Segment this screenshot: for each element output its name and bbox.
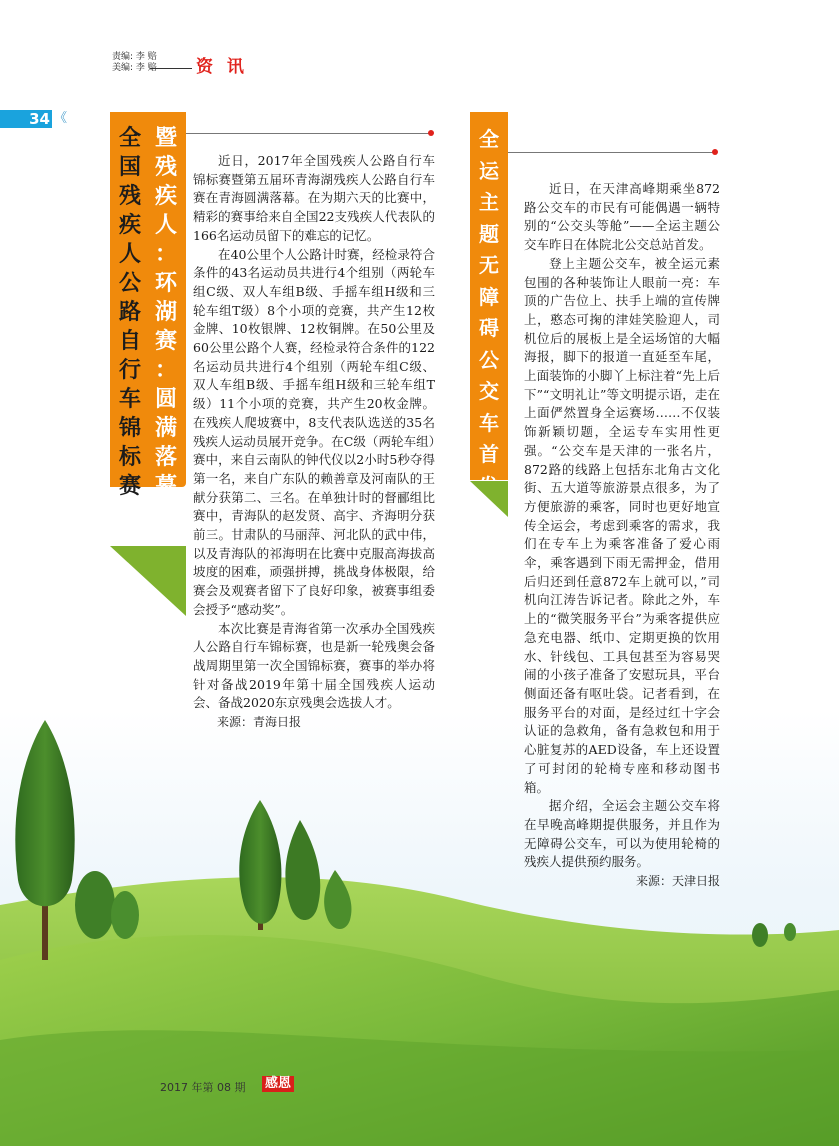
title-char: 暨 <box>154 126 177 151</box>
title-char: 发 <box>479 473 499 498</box>
page-number: 34 <box>29 110 50 128</box>
title-char: 疾 <box>154 184 177 209</box>
article2-paragraph: 近日，在天津高峰期乘坐872路公交车的市民有可能偶遇一辆特别的“公交头等舱”——全运主题公交车昨日在体院北公交总站首发。 <box>524 181 720 253</box>
article2-title-banner <box>470 112 508 498</box>
title-char: 环 <box>154 271 177 296</box>
title-char: 标 <box>118 445 141 470</box>
title-char: 锦 <box>118 416 141 441</box>
article2-green-corner <box>470 481 508 517</box>
section-title: 资 讯 <box>196 57 248 77</box>
article2-paragraph: 登上主题公交车，被全运元素包围的各种装饰让人眼前一亮：车顶的广告位上、扶手上端的宣传牌上，憨态可掬的津娃笑脸迎人，司机位后的展板上是全运场馆的大幅海报，脚下的报道一直延至车尾，上面装饰的小脚丫上标注着“先上后下”“文明礼让”等文明提示语，走在上面俨然置身全运赛场……不仅装饰新颖切题，全运专车实用性更强。“公交车是天津的一张名片，872路的线路上包括东北角古文化街、五大道等旅游景点很多，为了方便旅游的乘客，同时也更好地宣传全运会，考虑到乘客的需求，我们在专车上为乘客准备了爱心雨伞，乘客遇到下雨无需押金，借用后归还到任意872车上就可以，”司机向江涛告诉记者。除此之外，车上的“微笑服务平台”为乘客提供应急充电器、纸巾、定期更换的饮用水、针线包、工具包甚至为容易哭闹的小孩子准备了安慰玩具，平台侧面还备有呕吐袋。记者看到，在服务平台的对面，是经过红十字会认证的急救角，备有急救包和用于心脏复苏的AED设备，车上还设置了可封闭的轮椅专座和移动图书箱。 <box>524 255 720 795</box>
magazine-name: 感恩 <box>262 1076 294 1092</box>
editor-credits <box>112 52 157 74</box>
title-char: 车 <box>479 410 499 435</box>
title-char: 自 <box>118 329 141 354</box>
title-char: 车 <box>118 387 141 412</box>
title-char: 满 <box>154 416 177 441</box>
article1-paragraph: 在40公里个人公路计时赛，经检录符合条件的43名运动员共进行4个组别（两轮车组C级、双人车组B级、手摇车组H级和三轮车组T级）8个小项的竞赛，共产生12枚金牌、10枚银牌、12枚铜牌。在50公里及60公里公路个人赛，经检录符合条件的122名运动员共进行4个组别（两轮车组C级、双人车组B级、手摇车组H级和三轮车组T级）11个小项的竞赛，共产生20枚金牌。在残疾人爬坡赛中，8支代表队选送的35名残疾人运动员展开竞争。在C级（两轮车组）赛中，来自云南队的钟代仪以2小时5秒夺得第一名，来自广东队的赖善章及河南队的王献分获第二、三名。在单独计时的督郦组比赛中，青海队的赵发贤、高宇、齐海明分获前三。甘肃队的马丽萍、河北队的武中伟，以及青海队的祁海明在比赛中克服高海拔高坡度的困难，顽强拼搏，挑战身体极限，给赛会及观赛者留下了良好印象，被赛事组委会授予“感动奖”。 <box>193 246 435 617</box>
title-char: 圆 <box>154 387 177 412</box>
title-char: 幕 <box>154 474 177 499</box>
title-char: 湖 <box>154 300 177 325</box>
article2-title <box>470 124 508 502</box>
article2-rule <box>508 152 714 153</box>
title-char: 路 <box>118 300 141 325</box>
article1-body <box>193 152 435 732</box>
article1-paragraph: 本次比赛是青海省第一次承办全国残疾人公路自行车锦标赛，也是新一轮残奥会备战周期里第一次全国锦标赛，赛事的举办将针对备战2019年第十届全国残疾人运动会、备战2020东京残奥会选拔人才。 <box>193 620 435 711</box>
issue-info: 2017 年第 08 期 <box>160 1081 246 1094</box>
title-char: 首 <box>479 442 499 466</box>
designer-line: 美编: 李 赔 <box>112 63 157 73</box>
title-char: 全 <box>479 127 499 151</box>
article2-paragraph: 据介绍，全运会主题公交车将在早晚高峰期提供服务，并且作为无障碍公交车，可以为使用轮椅的残疾人提供预约服务。 <box>524 798 720 870</box>
title-char: 赛 <box>154 329 177 354</box>
page-mark: 《 <box>54 111 68 126</box>
title-char: 行 <box>118 358 141 383</box>
article1-title-sub <box>148 124 184 501</box>
title-char: 人 <box>154 213 177 238</box>
title-char: 人 <box>118 242 141 267</box>
title-char: 运 <box>479 158 499 183</box>
title-char: ： <box>154 242 177 267</box>
title-char: 主 <box>479 190 499 214</box>
title-char: 公 <box>118 271 141 296</box>
article1-title-main <box>112 124 148 501</box>
page-number-tab <box>0 110 52 128</box>
article1-rule <box>186 133 430 134</box>
title-char: 无 <box>479 253 499 277</box>
article1-rule-dot <box>428 130 434 136</box>
title-char: 公 <box>479 347 499 372</box>
title-char: 赛 <box>118 474 141 499</box>
title-char: 障 <box>479 284 499 309</box>
title-char: 题 <box>479 221 499 246</box>
title-char: 全 <box>118 126 141 151</box>
editor-line: 责编: 李 赔 <box>112 52 157 62</box>
title-char: 碍 <box>479 316 499 340</box>
title-char: 国 <box>118 155 141 180</box>
article1-paragraph: 近日，2017年全国残疾人公路自行车锦标赛暨第五届环青海湖残疾人公路自行车赛在青海圆满落幕。在为期六天的比赛中，精彩的赛事给来自全国22支残疾人代表队的166名运动员留下的难忘的记忆。 <box>193 153 435 243</box>
header-rule <box>150 68 192 69</box>
title-char: 疾 <box>118 213 141 238</box>
article1-green-corner <box>110 546 186 616</box>
article2-body <box>524 180 720 891</box>
article1-title-banner <box>110 112 186 499</box>
article2-rule-dot <box>712 149 718 155</box>
title-char: 交 <box>479 379 499 403</box>
title-char: 残 <box>118 184 141 209</box>
title-char: 残 <box>154 155 177 180</box>
title-char: ： <box>154 358 177 383</box>
article1-source: 来源：青海日报 <box>217 715 302 730</box>
article2-source: 来源：天津日报 <box>635 874 720 889</box>
title-char: 落 <box>154 445 177 470</box>
